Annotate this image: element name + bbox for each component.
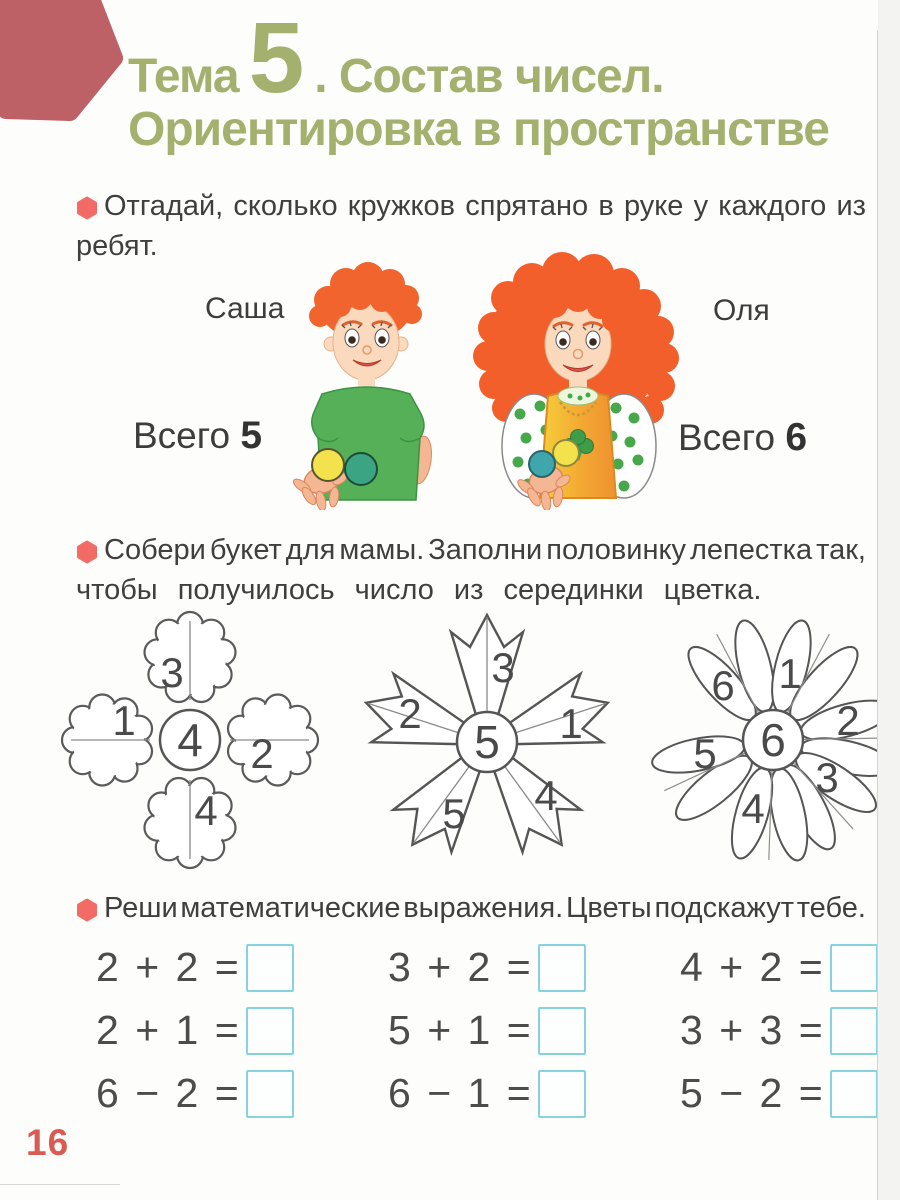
- flower-center-4[interactable]: [62, 612, 318, 868]
- flower1-petal-top: 3: [160, 649, 184, 696]
- title-line2: Ориентировка в пространстве: [128, 103, 829, 156]
- girl-yellow-ball: [553, 440, 579, 466]
- flower2-petal-top: 3: [491, 644, 515, 691]
- total-value-olya: 6: [785, 416, 808, 459]
- answer-box[interactable]: [538, 1070, 586, 1118]
- flower2-petal-lower-left: 5: [442, 790, 466, 837]
- expression: 3 + 2 =: [388, 944, 531, 990]
- expression: 6 − 1 =: [388, 1070, 531, 1116]
- expression: 4 + 2 =: [680, 944, 823, 990]
- expression: 2 + 2 =: [96, 944, 239, 990]
- answer-box[interactable]: [830, 1070, 878, 1118]
- task2-instruction-line2: чтобы получилось число из серединки цветка.: [76, 574, 762, 606]
- answer-box[interactable]: [246, 944, 294, 992]
- title-suffix: . Состав чисел.: [314, 50, 664, 103]
- title-word-tema: Тема: [128, 50, 239, 103]
- math-column-3: [680, 936, 878, 1125]
- total-label-sasha: Всего 5: [133, 414, 263, 457]
- flower2-petal-upper-left: 2: [398, 690, 422, 737]
- total-value-sasha: 5: [240, 414, 263, 457]
- title-number: 5: [248, 2, 305, 114]
- flowers-figure: [40, 600, 880, 890]
- page-edge-line: [877, 30, 878, 1200]
- page-bottom-line: [0, 1184, 120, 1185]
- page-title: [128, 2, 888, 156]
- expression: 3 + 3 =: [680, 1007, 823, 1053]
- answer-box[interactable]: [246, 1070, 294, 1118]
- page-edge-shade: [878, 0, 900, 1200]
- flower1-center-number: 4: [177, 714, 203, 766]
- answer-box[interactable]: [830, 1007, 878, 1055]
- kid-name-sasha: Саша: [205, 292, 285, 325]
- task1-bullet-hexagon-icon: [76, 196, 98, 220]
- flower2-center-number: 5: [474, 716, 500, 768]
- task1-instruction-line2: ребят.: [76, 230, 158, 262]
- flower-center-6[interactable]: [649, 617, 880, 864]
- page-number: 16: [26, 1122, 70, 1163]
- answer-box[interactable]: [830, 944, 878, 992]
- flower3-petal-top: 1: [778, 650, 802, 697]
- total-label-olya: Всего 6: [678, 416, 808, 459]
- answer-box[interactable]: [246, 1007, 294, 1055]
- flower3-petal-left: 5: [693, 730, 717, 777]
- task2-bullet-hexagon-icon: [76, 540, 98, 564]
- boy-illustration: [278, 246, 456, 510]
- expression: 5 − 2 =: [680, 1070, 823, 1116]
- math-column-1: [96, 936, 294, 1125]
- expression: 5 + 1 =: [388, 1007, 531, 1053]
- flower1-petal-left: 1: [112, 697, 136, 744]
- boy-yellow-ball: [312, 449, 344, 481]
- corner-hexagon-decoration: [0, 0, 135, 130]
- answer-box[interactable]: [538, 1007, 586, 1055]
- task2-instruction-line1: Собери букет для мамы. Заполни половинку лепестка так,: [104, 534, 866, 566]
- math-column-2: [388, 936, 586, 1125]
- flower3-petal-bottom: 4: [741, 785, 765, 832]
- girl-teal-ball: [529, 451, 555, 477]
- task3-instruction-line1: Реши математические выражения. Цветы подскажут тебе.: [104, 892, 866, 924]
- flower3-center-number: 6: [760, 714, 786, 766]
- kid-name-olya: Оля: [713, 294, 770, 327]
- expression: 6 − 2 =: [96, 1070, 239, 1116]
- answer-box[interactable]: [538, 944, 586, 992]
- expression: 2 + 1 =: [96, 1007, 239, 1053]
- flower1-petal-bottom: 4: [194, 787, 218, 834]
- flower2-petal-lower-right: 4: [534, 772, 558, 819]
- task1-instruction-line1: Отгадай, сколько кружков спрятано в руке у каждого из: [104, 190, 866, 222]
- flower2-petal-right: 1: [559, 700, 583, 747]
- flower1-petal-right: 2: [250, 730, 274, 777]
- task3-bullet-hexagon-icon: [76, 898, 98, 922]
- flower3-petal-upper-left: 6: [711, 662, 735, 709]
- flower3-petal-right-upper: 2: [836, 697, 860, 744]
- girl-illustration: [462, 246, 694, 510]
- flower3-petal-right-lower: 3: [815, 754, 839, 801]
- boy-green-ball: [345, 453, 377, 485]
- flower-center-5[interactable]: [355, 615, 619, 866]
